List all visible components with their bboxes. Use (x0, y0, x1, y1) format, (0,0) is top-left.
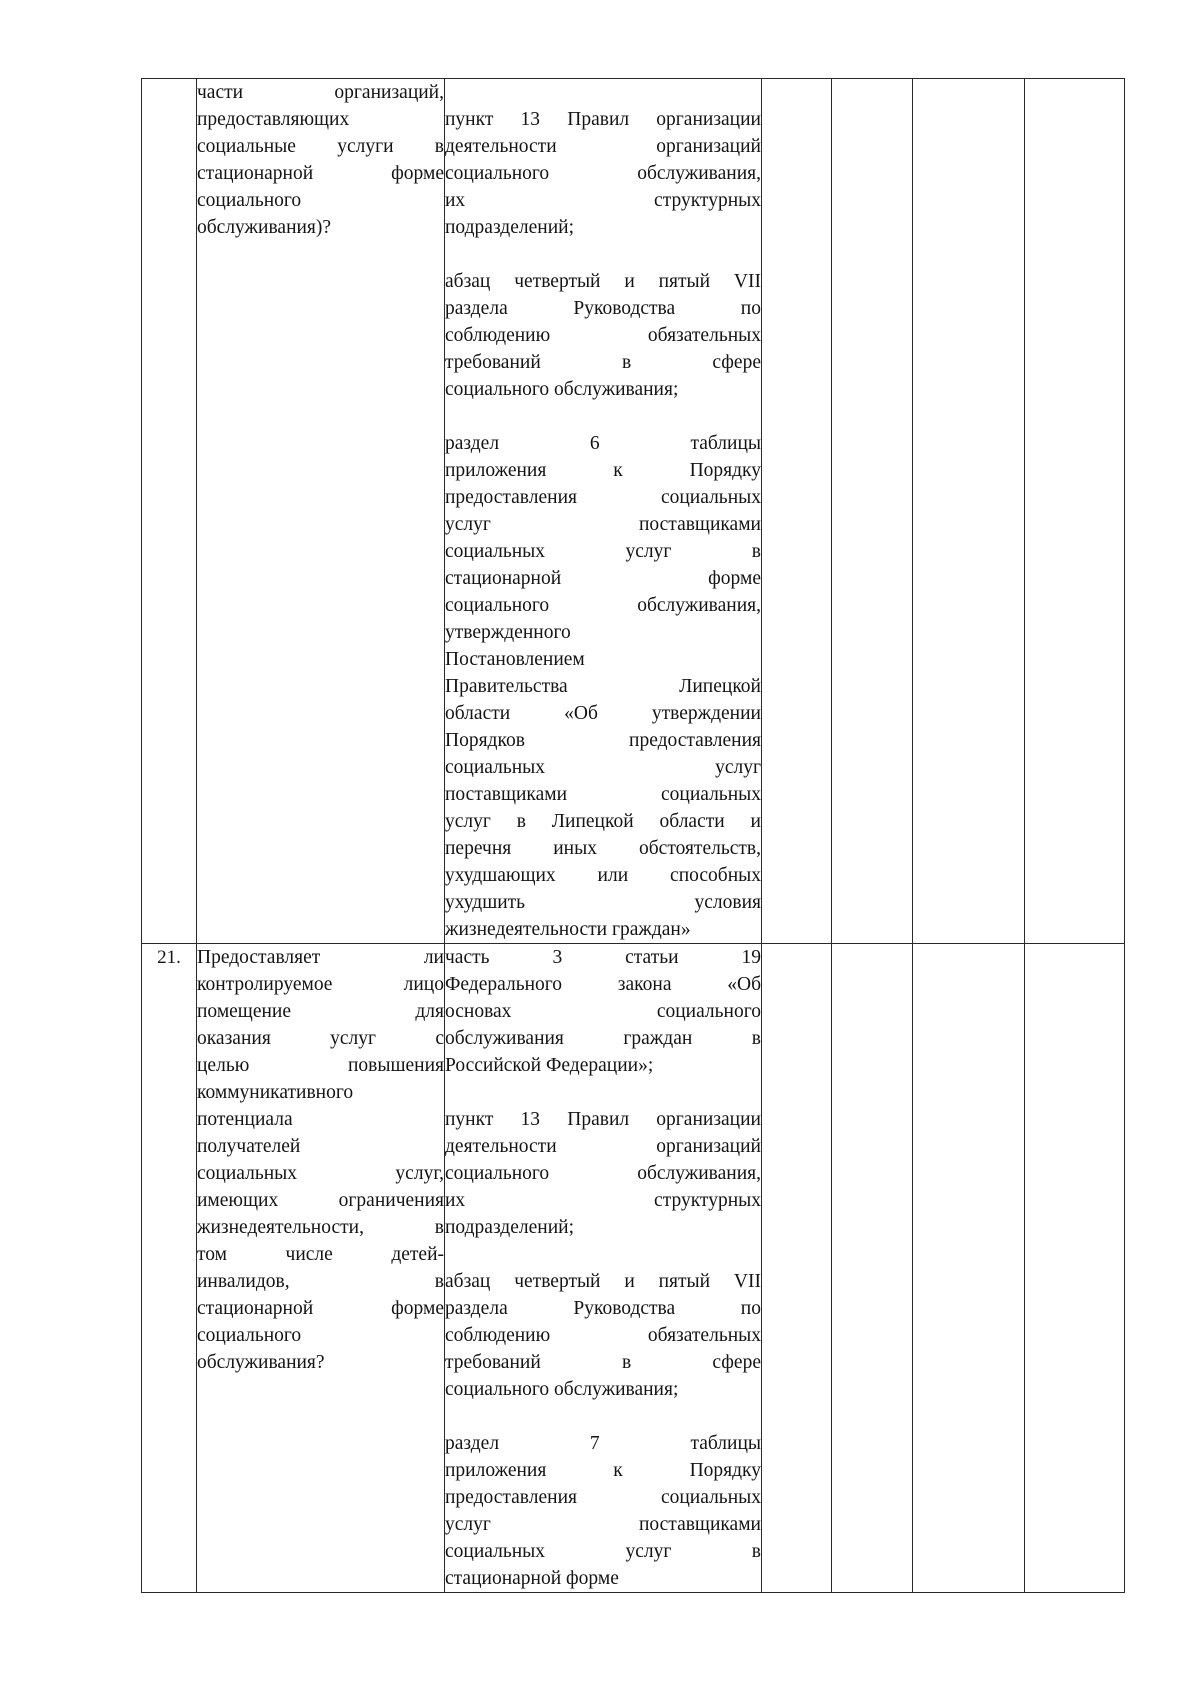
text-line: имеющих ограничения (197, 1190, 444, 1211)
legal-basis-text (445, 106, 761, 943)
text-line: обслуживания)? (197, 217, 332, 238)
text-line: деятельности организаций (445, 136, 761, 157)
question-text (197, 79, 444, 241)
legal-reference-paragraph (445, 268, 761, 403)
text-line: потенциала (197, 1109, 293, 1130)
text-line: поставщиками социальных (445, 784, 761, 805)
text-line: требований в сфере (445, 1352, 761, 1373)
text-line: раздела Руководства по (445, 1298, 761, 1319)
text-line: жизнедеятельности, в (197, 1217, 444, 1238)
text-line: контролируемое лицо (197, 974, 444, 995)
text-line: социального обслуживания, (445, 163, 761, 184)
text-line: раздела Руководства по (445, 298, 761, 319)
text-line: предоставления социальных (445, 487, 761, 508)
text-line: оказания услуг с (197, 1028, 444, 1049)
question-text (197, 944, 444, 1376)
text-line: услуг в Липецкой области и (445, 811, 761, 832)
text-line: услуг поставщиками (445, 1514, 761, 1535)
text-line: части организаций, (197, 82, 444, 103)
legal-reference-paragraph (445, 1430, 761, 1592)
not-applicable-cell (913, 79, 1025, 944)
text-line: коммуникативного (197, 1082, 354, 1103)
text-line: социальных услуг в (445, 541, 761, 562)
text-line: утвержденного (445, 622, 571, 643)
answer-yes-cell (762, 79, 832, 944)
text-line: пункт 13 Правил организации (445, 109, 761, 130)
text-line: социальные услуги в (197, 136, 444, 157)
text-line: подразделений; (445, 217, 574, 238)
note-cell (1025, 79, 1125, 944)
text-line: абзац четвертый и пятый VII (445, 1271, 761, 1292)
text-line: стационарной форме (197, 1298, 444, 1319)
text-line: соблюдению обязательных (445, 325, 761, 346)
text-line: социального (197, 1325, 302, 1346)
text-line: ухудшающих или способных (445, 865, 761, 886)
text-line: стационарной форме (445, 568, 761, 589)
text-line: основах социального (445, 1001, 761, 1022)
table-row (142, 79, 1125, 944)
text-line: социального обслуживания, (445, 595, 761, 616)
text-line: социальных услуг (445, 757, 761, 778)
text-line: подразделений; (445, 1217, 574, 1238)
text-line: социального обслуживания; (445, 1379, 679, 1400)
answer-yes-cell (762, 944, 832, 1593)
legal-reference-paragraph (445, 1106, 761, 1241)
text-line: приложения к Порядку (445, 1460, 761, 1481)
text-line: Порядков предоставления (445, 730, 761, 751)
legal-basis-cell (445, 944, 762, 1593)
row-number-cell (142, 944, 197, 1593)
text-line: социального обслуживания, (445, 1163, 761, 1184)
text-line: получателей (197, 1136, 301, 1157)
text-line: абзац четвертый и пятый VII (445, 271, 761, 292)
text-line: социального (197, 190, 302, 211)
note-cell (1025, 944, 1125, 1593)
answer-no-cell (832, 79, 913, 944)
text-line: том числе детей- (197, 1244, 444, 1265)
row-number-cell (142, 79, 197, 944)
text-line: Федерального закона «Об (445, 974, 761, 995)
legal-reference-paragraph (445, 1268, 761, 1403)
text-line: приложения к Порядку (445, 460, 761, 481)
answer-no-cell (832, 944, 913, 1593)
text-line: их структурных (445, 1190, 761, 1211)
text-line: социальных услуг, (197, 1163, 444, 1184)
legal-reference-paragraph (445, 106, 761, 241)
text-line: стационарной форме (197, 163, 444, 184)
text-line: предоставляющих (197, 109, 350, 130)
text-line: ухудшить условия (445, 892, 761, 913)
text-line: обслуживания граждан в (445, 1028, 761, 1049)
text-line: услуг поставщиками (445, 514, 761, 535)
text-line: их структурных (445, 190, 761, 211)
question-cell (197, 944, 445, 1593)
text-line: деятельности организаций (445, 1136, 761, 1157)
text-line: раздел 6 таблицы (445, 433, 761, 454)
legal-basis-text (445, 944, 761, 1592)
text-line: социального обслуживания; (445, 379, 679, 400)
row-number: 21. (157, 947, 181, 968)
text-line: инвалидов, в (197, 1271, 444, 1292)
text-line: целью повышения (197, 1055, 444, 1076)
text-line: социальных услуг в (445, 1541, 761, 1562)
text-line: Постановлением (445, 649, 585, 670)
text-line: жизнедеятельности граждан» (445, 919, 691, 940)
text-line: обслуживания? (197, 1352, 325, 1373)
not-applicable-cell (913, 944, 1025, 1593)
table-row (142, 944, 1125, 1593)
legal-reference-paragraph (445, 944, 761, 1079)
question-cell (197, 79, 445, 944)
text-line: Правительства Липецкой (445, 676, 761, 697)
text-line: Российской Федерации»; (445, 1055, 654, 1076)
legal-basis-cell (445, 79, 762, 944)
text-line: предоставления социальных (445, 1487, 761, 1508)
legal-reference-paragraph (445, 430, 761, 943)
text-line: Предоставляет ли (197, 947, 444, 968)
text-line: пункт 13 Правил организации (445, 1109, 761, 1130)
text-line: помещение для (197, 1001, 444, 1022)
text-line: области «Об утверждении (445, 703, 761, 724)
requirements-table (141, 78, 1125, 1593)
text-line: раздел 7 таблицы (445, 1433, 761, 1454)
text-line: соблюдению обязательных (445, 1325, 761, 1346)
text-line: требований в сфере (445, 352, 761, 373)
text-line: перечня иных обстоятельств, (445, 838, 761, 859)
text-line: часть 3 статьи 19 (445, 947, 761, 968)
text-line: стационарной форме (445, 1568, 619, 1589)
